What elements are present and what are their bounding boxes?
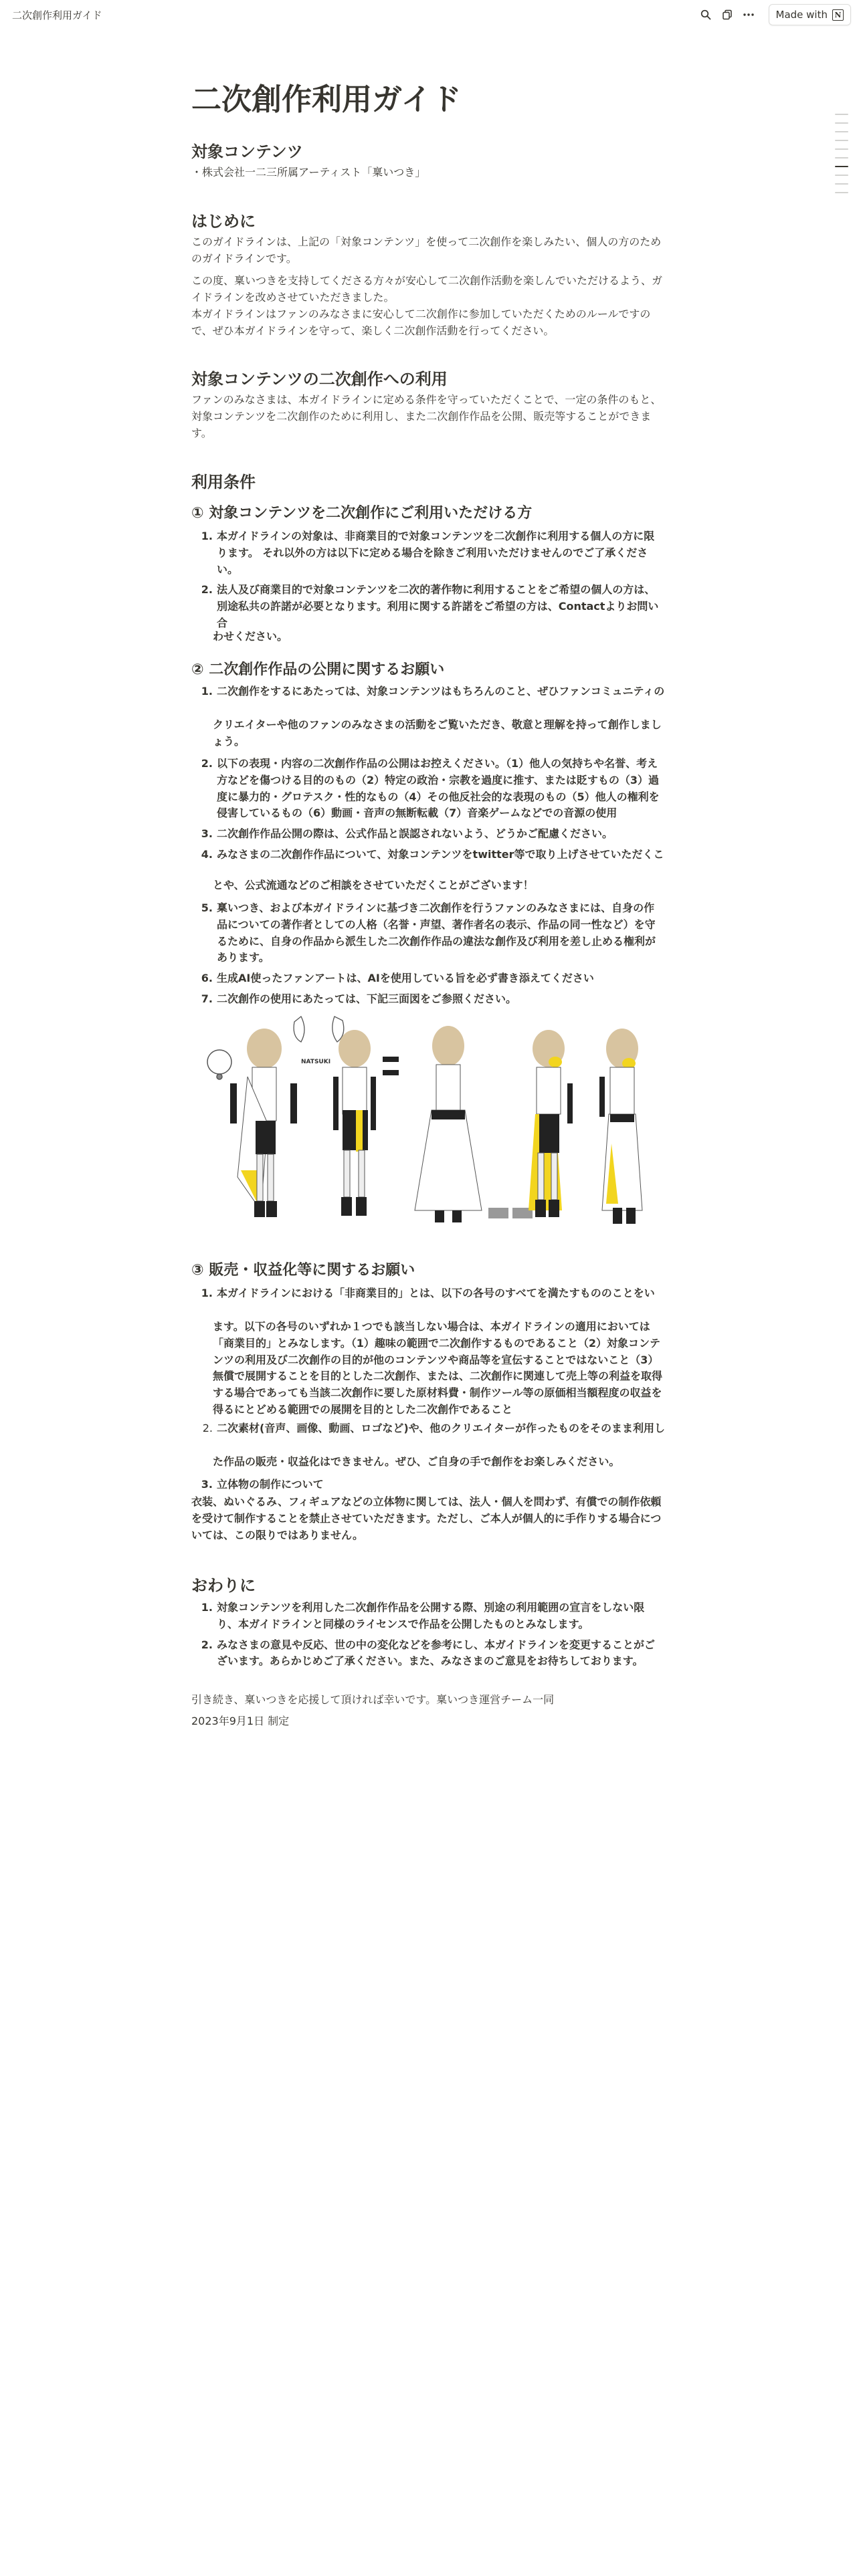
toc-mark[interactable] (835, 183, 848, 185)
section-1-continuation: わせください。 (213, 630, 288, 643)
page-title: 二次創作利用ガイド (191, 82, 462, 117)
list-item: 1. 本ガイドラインの対象は、非商業目的で対象コンテンツを二次創作に利用する個人の方に限ります。 それ以外の方は以下に定める場合を除きご利用いただけませんのでご了承ください。 (201, 530, 655, 576)
notion-logo-icon: N (832, 9, 844, 21)
end-list (191, 1600, 665, 1674)
section-1-list (191, 528, 665, 636)
section-2-item-4-continuation: とや、公式流通などのご相談をさせていただくことがございます！ (213, 879, 534, 891)
target-item: ・株式会社一二三所属アーティスト「稟いつき」 (191, 166, 426, 179)
list-item: 4. みなさまの二次創作作品について、対象コンテンツをtwitter等で取り上げさせていただくこ (201, 847, 664, 861)
made-with-label: Made with (775, 9, 828, 21)
section-3-item-2-continuation: た作品の販売・収益化はできません。ぜひ、ご自身の手で創作をお楽しみください。 (213, 1455, 620, 1468)
heading-section-2: ② 二次創作作品の公開に関するお願い (191, 661, 445, 678)
duplicate-icon[interactable] (718, 5, 737, 24)
heading-target: 対象コンテンツ (191, 142, 303, 161)
toc-mark[interactable] (835, 114, 848, 115)
section-2-list-b (191, 900, 665, 1012)
made-with-button[interactable] (769, 4, 851, 25)
section-2-list (191, 756, 665, 867)
list-item: 7. 二次創作の使用にあたっては、下記三面図をご参照ください。 (201, 992, 517, 1005)
intro-p3: 本ガイドラインはファンのみなさまに安心して二次創作に参加していただくためのルールですので、ぜひ本ガイドラインを守って、楽しく二次創作活動を行ってください。 (191, 308, 651, 337)
toc-mark[interactable] (835, 192, 848, 193)
toc-mark[interactable] (835, 122, 848, 124)
heading-section-3: ③ 販売・収益化等に関するお願い (191, 1262, 415, 1279)
toc-mark[interactable] (835, 157, 848, 158)
section-3-item-1: 1. 本ガイドラインにおける「非商業目的」とは、以下の各号のすべてを満たすもののことをい (201, 1287, 655, 1299)
section-3-item-3-continuation: 衣装、ぬいぐるみ、フィギュアなどの立体物に関しては、法人・個人を問わず、有償での制作依頼を受けて制作することを禁止させていただきます。ただし、ご本人が個人的に手作りする場合については、この限りではありません。 (191, 1495, 662, 1541)
toc-mark-active[interactable] (835, 166, 848, 167)
heading-terms: 利用条件 (191, 473, 256, 492)
figure-front (333, 1030, 399, 1216)
hand-sketches (294, 1016, 344, 1042)
illustration-label: NATSUKI (301, 1059, 331, 1065)
accessory-necklace (207, 1050, 231, 1079)
section-2-item-1-continuation: クリエイターや他のファンのみなさまの活動をご覧いただき、敬意と理解を持って創作しましょう。 (213, 718, 662, 748)
toc-mark[interactable] (835, 175, 848, 176)
more-icon[interactable] (739, 5, 758, 24)
character-turnaround-illustration (201, 1010, 656, 1237)
list-item: 2. みなさまの意見や反応、世の中の変化などを参考にし、本ガイドラインを変更することがございます。あらかじめご了承ください。また、みなさまのご意見をお待ちしております。 (201, 1638, 656, 1668)
list-item: 3. 二次創作作品公開の際は、公式作品と誤認されないよう、どうかご配慮ください。 (201, 827, 613, 841)
toc-mark[interactable] (835, 148, 848, 150)
list-item: 1. 対象コンテンツを利用した二次創作作品を公開する際、別途の利用範囲の宣言をしない限り、本ガイドラインと同様のライセンスで作品を公開したものとみなします。 (201, 1601, 645, 1630)
search-icon[interactable] (696, 5, 715, 24)
heading-section-1: ① 対象コンテンツを二次創作にご利用いただける方 (191, 505, 533, 522)
figure-front-coat (230, 1029, 297, 1217)
figure-side (529, 1030, 573, 1217)
heading-end: おわりに (191, 1576, 256, 1595)
figure-side-coat (599, 1029, 642, 1224)
toc-mark[interactable] (835, 140, 848, 141)
section-2-item-1: 1. 二次創作をするにあたっては、対象コンテンツはもちろんのこと、ぜひファンコミュニティの (201, 685, 665, 697)
intro-p2: この度、稟いつきを支持してくださる方々が安心して二次創作活動を楽しんでいただけるよう、ガイドラインを改めさせていただきました。 (191, 274, 663, 304)
footer-thanks: 引き続き、稟いつきを応援して頂ければ幸いです。稟いつき運営チーム一同 (191, 1693, 555, 1706)
list-item: 2. 以下の表現・内容の二次創作作品の公開はお控えください。（1）他人の気持ちや名誉、考え方などを傷つける目的のもの（2）特定の政治・宗教を過度に推す、または貶すもの（3）過度に暴力的・グロテスク・性的なもの（4）その他反社会的な表現のもの（5）他人の権利を侵害しているもの（6）動画・音声の無断転載（7）音楽ゲームなどでの音源の使用 (201, 757, 660, 820)
intro-p1: このガイドラインは、上記の「対象コンテンツ」を使って二次創作を楽しみたい、個人の方のためのガイドラインです。 (191, 235, 662, 265)
toc-mark[interactable] (835, 131, 848, 132)
top-bar (0, 0, 859, 29)
heading-usage: 対象コンテンツの二次創作への利用 (191, 370, 448, 389)
figure-back (415, 1026, 533, 1222)
toc-minimap[interactable] (835, 114, 848, 201)
heading-intro: はじめに (191, 212, 256, 231)
list-item: 6. 生成AI使ったファンアートは、AIを使用している旨を必ず書き添えてください (201, 972, 594, 985)
usage-p: ファンのみなさまは、本ガイドラインに定める条件を守っていただくことで、一定の条件のもと、対象コンテンツを二次創作のために利用し、また二次創作作品を公開、販売等することができます。 (191, 393, 662, 439)
breadcrumb[interactable]: 二次創作利用ガイド (12, 9, 102, 21)
list-item: 2. 法人及び商業目的で対象コンテンツを二次的著作物に利用することをご希望の個人の方は、別途私共の許諾が必要となります。利用に関する許諾をご希望の方は、Contactよりお問い合 (201, 583, 659, 629)
section-3-item-1-continuation: ます。以下の各号のいずれか１つでも該当しない場合は、本ガイドラインの適用においては「商業目的」とみなします。（1）趣味の範囲で二次創作するものであること（2）対象コンテンツの利用及び二次創作の目的が他のコンテンツや商品等を宣伝することではないこと（3）無償で展開することを目的とした二次創作、または、二次創作に関連して売上等の利益を取得する場合であっても当該二次創作に要した原材料費・制作ツール等の原価相当額程度の収益を得るにとどめる範囲での展開を目的とした二次創作であること (213, 1320, 663, 1416)
list-item: 5. 稟いつき、および本ガイドラインに基づき二次創作を行うファンのみなさまには、自身の作品についての著作者としての人格（名誉・声望、著作者名の表示、作品の同一性など）を守るために、自身の作品から派生した二次創作作品の違法な創作及び利用を差し止める権利があります。 (201, 901, 656, 964)
footer-date: 2023年9月1日 制定 (191, 1715, 290, 1727)
section-3-item-3: 3. 立体物の制作について (201, 1478, 324, 1491)
section-3-item-2: 2. 二次素材(音声、画像、動画、ロゴなど)や、他のクリエイターが作ったものをそのまま利用し (202, 1422, 665, 1434)
